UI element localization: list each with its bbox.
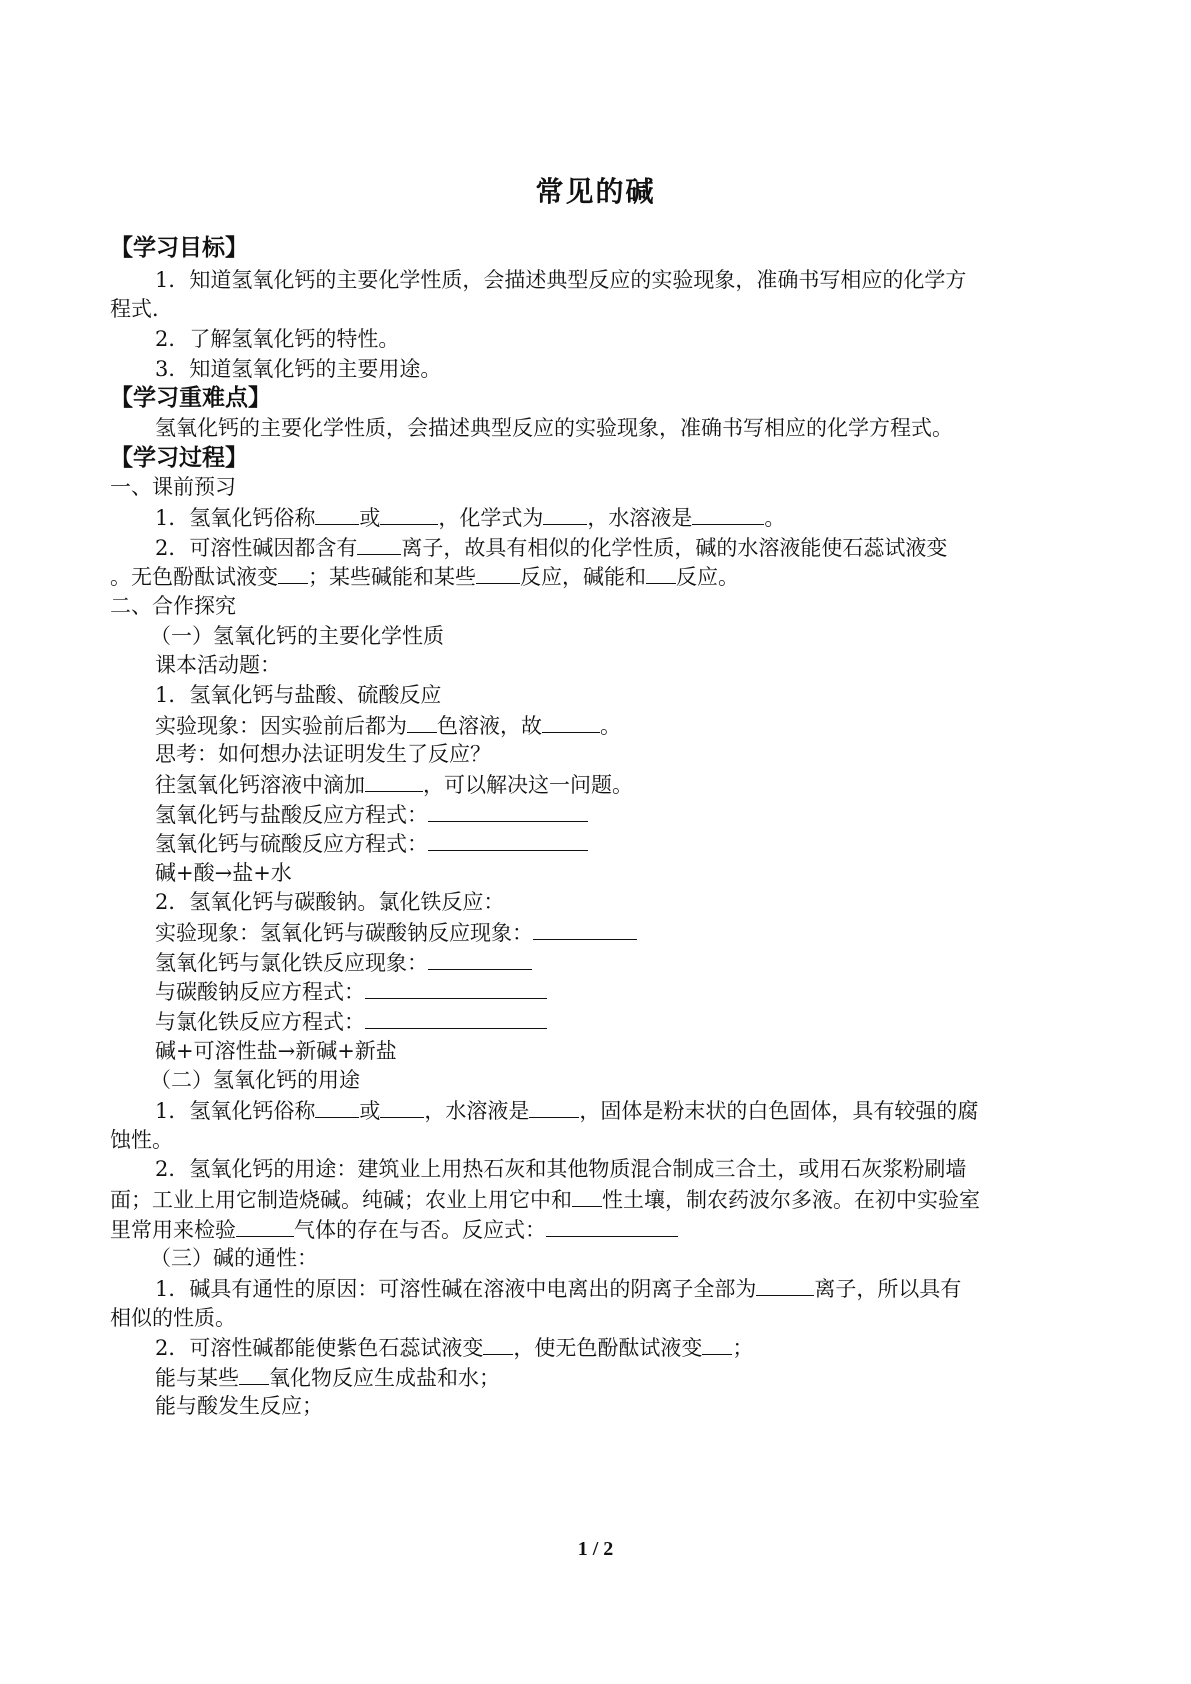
question-1: 1．氢氧化钙与盐酸、硫酸反应 [155,683,442,707]
blank[interactable] [702,1332,732,1355]
blank[interactable] [357,532,401,555]
blank[interactable] [483,1332,513,1355]
observation-fecl3: 氢氧化钙与氯化铁反应现象： [155,947,1155,978]
drop-prompt: 往氢氧化钙溶液中滴加 ，可以解决这一问题。 [155,769,1155,800]
blank[interactable] [646,561,676,584]
blank[interactable] [236,1214,294,1237]
preview-q2: 2．可溶性碱因都含有 离子，故具有相似的化学性质，碱的水溶液能使石蕊试液变 [155,532,1155,563]
heading-process: 【学习过程】 [110,445,248,471]
think-prompt: 思考：如何想办法证明发生了反应？ [155,742,491,766]
blank[interactable] [428,947,532,970]
blank[interactable] [239,1362,269,1385]
general-q3: 能与某些 氧化物反应生成盐和水； [155,1362,1155,1393]
heading-key-points: 【学习重难点】 [110,385,271,411]
general-q2: 2．可溶性碱都能使紫色石蕊试液变 ，使无色酚酞试液变 ； [155,1332,1155,1363]
general-q1-cont: 相似的性质。 [110,1306,236,1330]
blank[interactable] [380,502,438,525]
blank[interactable] [315,1095,359,1118]
blank[interactable] [428,828,588,851]
part-preview: 一、课前预习 [110,475,236,499]
blank[interactable] [365,976,547,999]
uses-q2-cont: 面；工业上用它制造烧碱。纯碱；农业上用它中和 性土壤，制农药波尔多液。在初中实验室 [110,1184,1110,1215]
observation-na2co3: 实验现象：氢氧化钙与碳酸钠反应现象： [155,917,1155,948]
equation-h2so4: 氢氧化钙与硫酸反应方程式： [155,828,1155,859]
goal-1-cont: 程式． [110,297,173,321]
blank[interactable] [315,502,359,525]
general-q1: 1．碱具有通性的原因：可溶性碱在溶液中电离出的阴离子全部为 离子，所以具有 [155,1273,1155,1304]
blank[interactable] [380,1095,424,1118]
blank[interactable] [278,561,308,584]
goal-1: 1．知道氢氧化钙的主要化学性质，会描述典型反应的实验现象，准确书写相应的化学方 [155,268,967,292]
equation-hcl: 氢氧化钙与盐酸反应方程式： [155,799,1155,830]
section-general-properties: （三）碱的通性： [150,1246,318,1270]
blank[interactable] [476,561,520,584]
page-title: 常见的碱 [535,175,656,208]
goal-3: 3．知道氢氧化钙的主要用途。 [155,357,442,381]
section-chem-properties: （一）氢氧化钙的主要化学性质 [150,624,444,648]
uses-q1: 1．氢氧化钙俗称 或 ，水溶液是 ，固体是粉末状的白色固体，具有较强的腐 [155,1095,1155,1126]
q1-observation: 实验现象：因实验前后都为 色溶液，故 。 [155,710,1155,741]
equation-fecl3: 与氯化铁反应方程式： [155,1006,1155,1037]
blank[interactable] [428,799,588,822]
preview-q1: 1．氢氧化钙俗称 或 ，化学式为 ，水溶液是 。 [155,502,1155,533]
uses-q2-cont2: 里常用来检验 气体的存在与否。反应式： [110,1214,1110,1245]
blank[interactable] [546,1214,678,1237]
page-number: 1 / 2 [577,1538,614,1560]
blank[interactable] [572,1184,602,1207]
part-explore: 二、合作探究 [110,594,236,618]
rule-base-salt: 碱+可溶性盐→新碱+新盐 [155,1039,397,1063]
goal-2: 2．了解氢氧化钙的特性。 [155,327,400,351]
general-q4: 能与酸发生反应； [155,1394,323,1418]
section-uses: （二）氢氧化钙的用途 [150,1068,360,1092]
equation-na2co3: 与碳酸钠反应方程式： [155,976,1155,1007]
heading-learning-goals: 【学习目标】 [110,235,248,261]
blank[interactable] [529,1095,579,1118]
blank[interactable] [542,710,600,733]
rule-base-acid: 碱+酸→盐+水 [155,861,292,885]
activity-label: 课本活动题： [155,653,281,677]
uses-q2: 2．氢氧化钙的用途：建筑业上用热石灰和其他物质混合制成三合土，或用石灰浆粉刷墙 [155,1157,967,1181]
blank[interactable] [533,917,637,940]
preview-q2-cont: 。无色酚酞试液变 ；某些碱能和某些 反应，碱能和 反应。 [110,561,1110,592]
blank[interactable] [756,1273,814,1296]
blank[interactable] [365,1006,547,1029]
blank[interactable] [365,769,423,792]
blank[interactable] [407,710,437,733]
question-2: 2．氢氧化钙与碳酸钠。氯化铁反应： [155,890,505,914]
blank[interactable] [543,502,587,525]
uses-q1-cont: 蚀性。 [110,1128,173,1152]
blank[interactable] [692,502,764,525]
key-point: 氢氧化钙的主要化学性质，会描述典型反应的实验现象，准确书写相应的化学方程式。 [155,416,953,440]
